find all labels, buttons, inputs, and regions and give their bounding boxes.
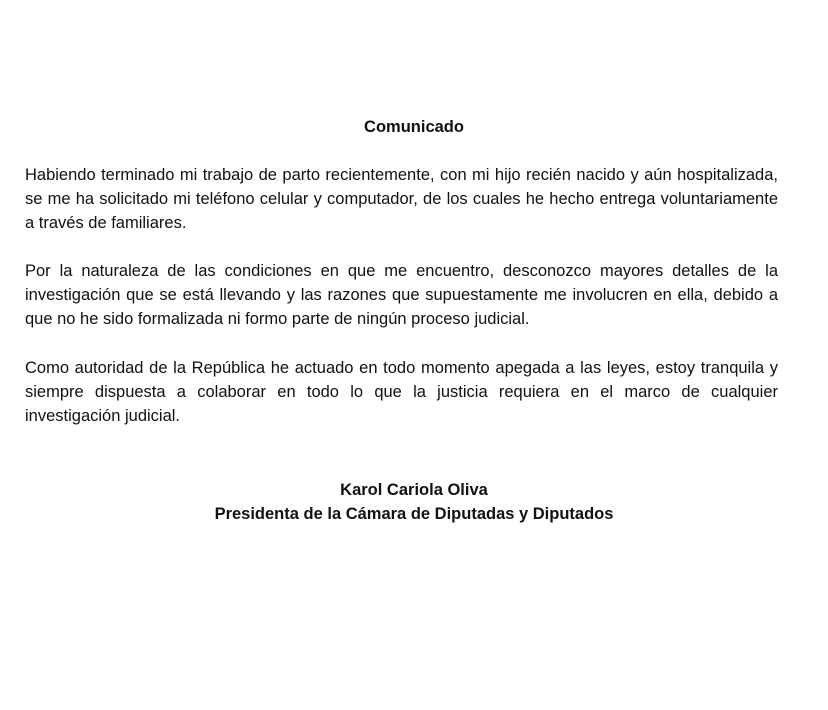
paragraph-3: Como autoridad de la República he actuado en todo momento apegada a las leyes, estoy tranquila y siempre dispuesta a colaborar en todo lo que la justicia requiera en el marco de cualquier investigación judicial. [25, 359, 778, 425]
signature-name: Karol Cariola Oliva [340, 481, 488, 499]
paragraph-1: Habiendo terminado mi trabajo de parto recientemente, con mi hijo recién nacido y aún hospitalizada, se me ha solicitado mi teléfono celular y computador, de los cuales he hecho entrega voluntariamente a través de familiares. [25, 166, 778, 232]
paragraph-2: Por la naturaleza de las condiciones en que me encuentro, desconozco mayores detalles de la investigación que se está llevando y las razones que supuestamente me involucren en ella, debido a que no he sido formalizada ni formo parte de ningún proceso judicial. [25, 262, 778, 328]
signature-role: Presidenta de la Cámara de Diputadas y Diputados [214, 505, 614, 523]
document-title: Comunicado [364, 118, 464, 136]
